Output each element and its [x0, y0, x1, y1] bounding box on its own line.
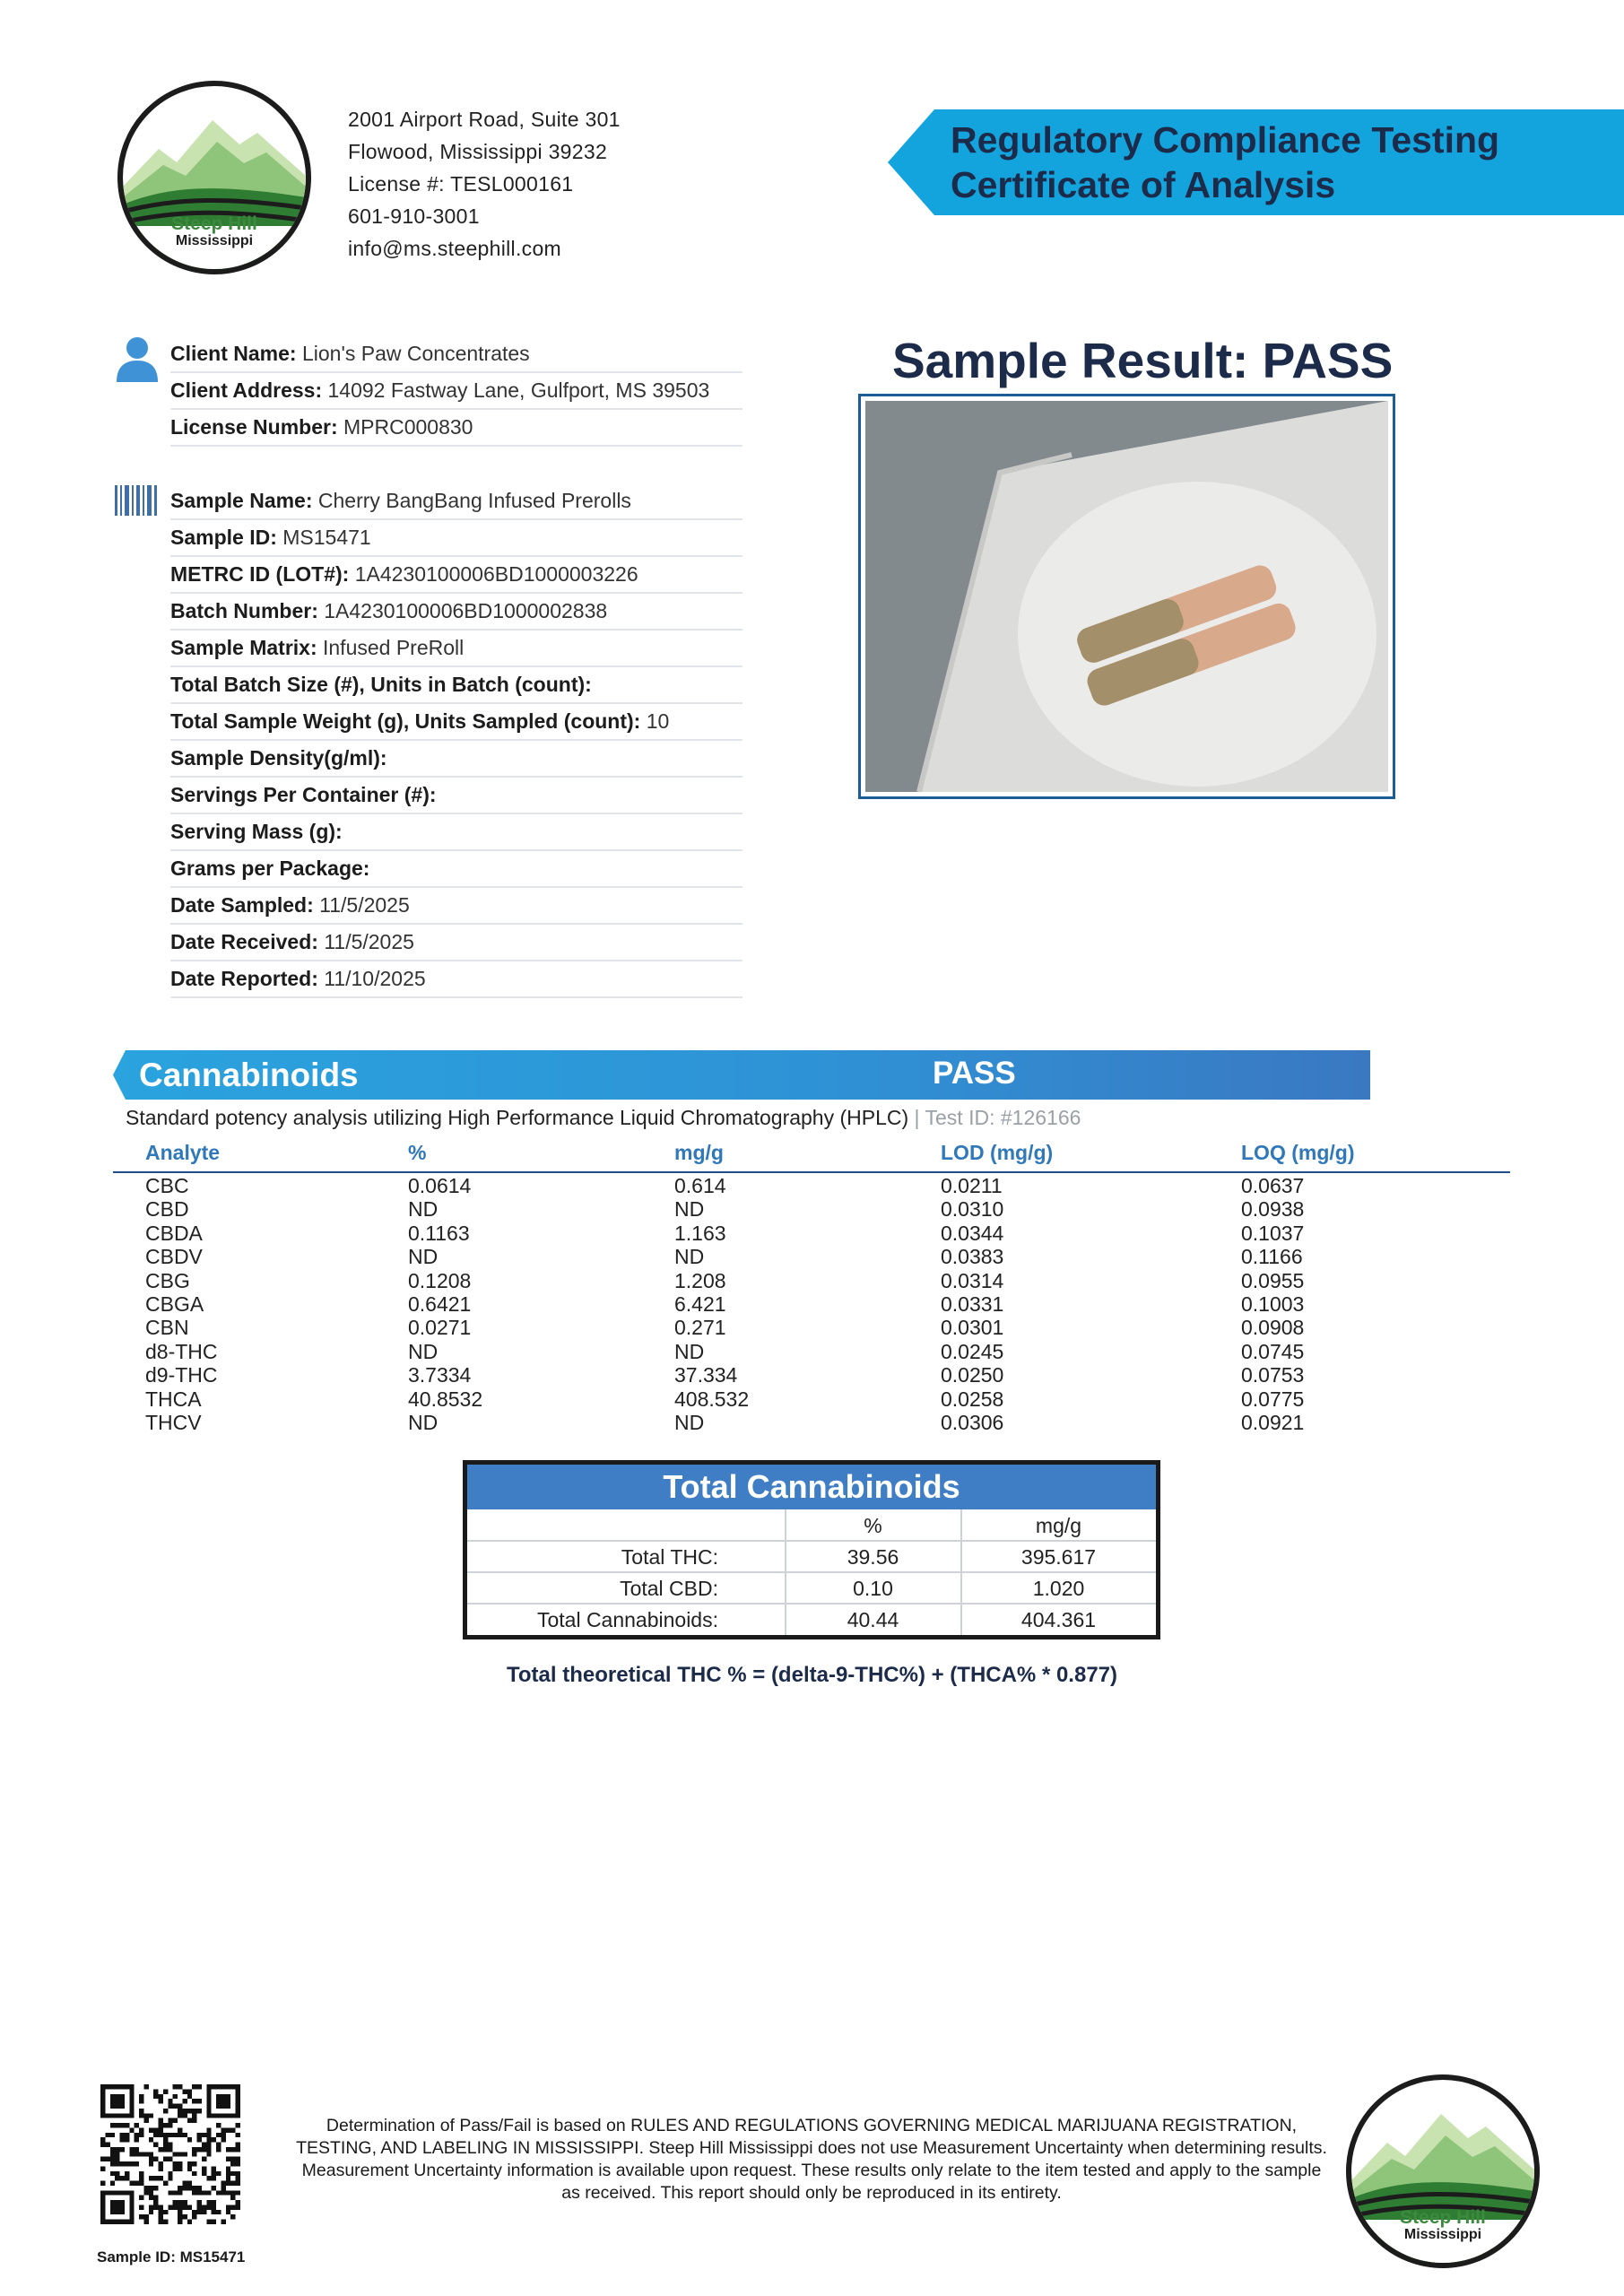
- cell-analyte: CBDA: [145, 1221, 203, 1245]
- cell-analyte: CBGA: [145, 1292, 204, 1316]
- info-row: [170, 556, 743, 594]
- barcode-icon: [115, 483, 158, 517]
- cell-lod: 0.0301: [941, 1316, 1004, 1340]
- totals-percent: 39.56: [847, 1545, 899, 1569]
- cell-mg-per-g: 0.271: [674, 1316, 726, 1340]
- test-id: | Test ID: #126166: [908, 1106, 1081, 1129]
- method-text: Standard potency analysis utilizing High Performance Liquid Chromatography (HPLC): [126, 1106, 909, 1129]
- column-header-loq: LOQ (mg/g): [1241, 1141, 1355, 1164]
- cell-loq: 0.1166: [1241, 1245, 1303, 1269]
- sample-result: Sample Result: PASS: [892, 333, 1394, 388]
- cell-mg-per-g: 6.421: [674, 1292, 726, 1316]
- cell-lod: 0.0331: [941, 1292, 1004, 1316]
- cell-loq: 0.0955: [1241, 1268, 1305, 1292]
- column-header-mg: mg/g: [674, 1141, 724, 1164]
- info-row: [170, 813, 743, 851]
- info-row: [170, 703, 743, 741]
- cell-percent: ND: [408, 1197, 439, 1222]
- totals-header-mg: mg/g: [1035, 1514, 1082, 1537]
- totals-label: Total THC:: [621, 1545, 718, 1569]
- cell-mg-per-g: 1.208: [674, 1268, 726, 1292]
- info-value: Cherry BangBang Infused Prerolls: [317, 489, 631, 512]
- document-title-line1: Regulatory Compliance Testing: [951, 119, 1500, 161]
- cell-loq: 0.0938: [1241, 1197, 1305, 1222]
- cell-analyte: CBN: [145, 1316, 189, 1340]
- address-line: info@ms.steephill.com: [348, 237, 562, 260]
- cell-loq: 0.1003: [1241, 1292, 1305, 1316]
- steep-hill-logo: [117, 81, 311, 274]
- cell-percent: 0.0614: [408, 1174, 472, 1197]
- document-title-line2: Certificate of Analysis: [951, 164, 1336, 205]
- cell-percent: 0.1163: [408, 1221, 470, 1245]
- info-label: Total Batch Size (#), Units in Batch (count):: [170, 673, 592, 696]
- cell-lod: 0.0306: [941, 1411, 1004, 1434]
- cannabinoids-status: PASS: [933, 1056, 1016, 1091]
- totals-label: Total Cannabinoids:: [536, 1608, 718, 1631]
- total-cannabinoids-table: [463, 1460, 1160, 1639]
- cell-mg-per-g: ND: [674, 1245, 705, 1269]
- table-row: [0, 1316, 1624, 1339]
- table-row: [0, 1197, 1624, 1221]
- cell-lod: 0.0258: [941, 1387, 1004, 1411]
- info-row: [170, 924, 743, 961]
- logo-subtitle: Mississippi: [175, 233, 254, 248]
- logo-title: Steep Hill: [171, 213, 257, 234]
- info-label: License Number:: [170, 415, 338, 439]
- cell-loq: 0.0775: [1241, 1387, 1305, 1411]
- info-value: Infused PreRoll: [323, 636, 465, 659]
- cell-mg-per-g: ND: [674, 1411, 705, 1434]
- cell-lod: 0.0245: [941, 1339, 1004, 1363]
- info-value: 11/10/2025: [324, 967, 426, 990]
- info-row: [170, 740, 743, 778]
- qr-code-icon: [100, 2084, 240, 2224]
- cannabinoids-description: [126, 1106, 1081, 1130]
- cell-mg-per-g: 37.334: [674, 1363, 738, 1387]
- info-label: Client Name:: [170, 342, 297, 365]
- logo-subtitle: Mississippi: [1403, 2227, 1482, 2242]
- info-value: 14092 Fastway Lane, Gulfport, MS 39503: [327, 378, 710, 402]
- info-row: [170, 887, 743, 925]
- table-header-divider: [113, 1171, 1510, 1173]
- totals-title: Total Cannabinoids: [467, 1465, 1156, 1509]
- sample-photo: [858, 394, 1395, 799]
- cell-lod: 0.0310: [941, 1197, 1004, 1222]
- cell-percent: ND: [408, 1245, 439, 1269]
- info-value: Lion's Paw Concentrates: [301, 342, 530, 365]
- info-label: Sample Matrix:: [170, 636, 317, 659]
- cannabinoids-title: Cannabinoids: [139, 1057, 359, 1093]
- info-label: Total Sample Weight (g), Units Sampled (count):: [170, 709, 641, 733]
- info-row: [170, 593, 743, 631]
- cell-mg-per-g: ND: [674, 1339, 705, 1363]
- cell-lod: 0.0211: [941, 1174, 1003, 1197]
- cell-loq: 0.0745: [1241, 1339, 1305, 1363]
- cell-percent: 0.1208: [408, 1268, 472, 1292]
- address-line: License #: TESL000161: [348, 172, 574, 196]
- totals-mg: 404.361: [1020, 1608, 1097, 1631]
- cell-analyte: THCV: [145, 1411, 202, 1434]
- totals-percent: 40.44: [847, 1608, 899, 1631]
- thc-formula: Total theoretical THC % = (delta-9-THC%) + (THCA% * 0.877): [507, 1663, 1117, 1687]
- info-label: Date Received:: [170, 930, 318, 953]
- sample-image: [865, 401, 1388, 792]
- totals-mg: 1.020: [1032, 1577, 1085, 1600]
- table-row: [0, 1340, 1624, 1363]
- info-value: MS15471: [282, 526, 371, 549]
- cell-analyte: CBG: [145, 1268, 190, 1292]
- cell-mg-per-g: 408.532: [674, 1387, 750, 1411]
- info-value: 11/5/2025: [319, 893, 410, 917]
- table-row: [0, 1269, 1624, 1292]
- info-label: Date Sampled:: [170, 893, 314, 917]
- cell-percent: 0.0271: [408, 1316, 472, 1340]
- address-line: 2001 Airport Road, Suite 301: [348, 108, 621, 131]
- info-label: Sample Density(g/ml):: [170, 746, 387, 770]
- table-row: [0, 1292, 1624, 1316]
- info-label: Batch Number:: [170, 599, 318, 622]
- info-row: [170, 483, 743, 520]
- totals-mg: 395.617: [1020, 1545, 1097, 1569]
- cell-loq: 0.1037: [1241, 1221, 1305, 1245]
- cell-percent: 40.8532: [408, 1387, 483, 1411]
- cell-percent: ND: [408, 1339, 439, 1363]
- cell-mg-per-g: 0.614: [674, 1174, 726, 1197]
- info-row: [170, 666, 743, 704]
- totals-header-percent: %: [864, 1514, 882, 1537]
- cell-percent: ND: [408, 1411, 439, 1434]
- document-title: [951, 117, 1499, 207]
- info-row: [170, 409, 743, 447]
- cell-loq: 0.0637: [1241, 1174, 1305, 1197]
- info-label: Sample Name:: [170, 489, 313, 512]
- info-row: [170, 519, 743, 557]
- info-row: [170, 961, 743, 998]
- cell-analyte: CBDV: [145, 1245, 203, 1269]
- address-line: 601-910-3001: [348, 204, 480, 228]
- table-row: [0, 1387, 1624, 1411]
- cell-loq: 0.0921: [1241, 1411, 1305, 1434]
- info-row: [170, 335, 743, 373]
- info-row: [170, 850, 743, 888]
- totals-label: Total CBD:: [620, 1577, 718, 1600]
- info-row: [170, 630, 743, 667]
- cell-analyte: CBC: [145, 1174, 189, 1197]
- footer-sample-id: Sample ID: MS15471: [97, 2248, 246, 2266]
- cell-lod: 0.0314: [941, 1268, 1004, 1292]
- table-row: [0, 1222, 1624, 1245]
- info-label: Date Reported:: [170, 967, 318, 990]
- column-header-analyte: Analyte: [145, 1141, 221, 1164]
- cell-percent: 3.7334: [408, 1363, 472, 1387]
- info-row: [170, 372, 743, 410]
- info-label: Client Address:: [170, 378, 323, 402]
- info-row: [170, 777, 743, 814]
- info-label: Sample ID:: [170, 526, 277, 549]
- info-value: 10: [646, 709, 670, 733]
- cell-mg-per-g: ND: [674, 1197, 705, 1222]
- cell-lod: 0.0344: [941, 1221, 1004, 1245]
- cell-analyte: d9-THC: [145, 1363, 218, 1387]
- info-label: Serving Mass (g):: [170, 820, 343, 843]
- info-label: Servings Per Container (#):: [170, 783, 437, 806]
- info-label: METRC ID (LOT#):: [170, 562, 350, 586]
- address-line: Flowood, Mississippi 39232: [348, 140, 608, 163]
- cell-percent: 0.6421: [408, 1292, 472, 1316]
- cell-lod: 0.0250: [941, 1363, 1004, 1387]
- cell-lod: 0.0383: [941, 1245, 1004, 1269]
- cell-analyte: THCA: [145, 1387, 202, 1411]
- table-row: [0, 1174, 1624, 1197]
- logo-title: Steep Hill: [1400, 2207, 1486, 2228]
- info-value: 1A4230100006BD1000003226: [354, 562, 638, 586]
- person-icon: [115, 335, 160, 382]
- cell-mg-per-g: 1.163: [674, 1221, 726, 1245]
- column-header-lod: LOD (mg/g): [941, 1141, 1054, 1164]
- info-value: 1A4230100006BD1000002838: [324, 599, 608, 622]
- cell-loq: 0.0753: [1241, 1363, 1305, 1387]
- cell-analyte: d8-THC: [145, 1339, 218, 1363]
- disclaimer-text: Determination of Pass/Fail is based on RULES AND REGULATIONS GOVERNING MEDICAL MARIJUANA REGISTRATION, TESTING, AND LABELING IN MISSISSIPPI. Steep Hill Mississippi does not use Measurement Uncertainty when determining results. Measurement Uncertainty information is available upon request. These results only relate to the item tested and apply to the sample as received. This report should only be reproduced in its entirety.: [296, 2116, 1327, 2203]
- cell-loq: 0.0908: [1241, 1316, 1305, 1340]
- table-row: [0, 1363, 1624, 1387]
- info-label: Grams per Package:: [170, 857, 370, 880]
- steep-hill-logo-footer: [1346, 2074, 1540, 2268]
- table-row: [0, 1245, 1624, 1268]
- column-header-percent: %: [408, 1141, 427, 1164]
- totals-percent: 0.10: [853, 1577, 893, 1600]
- table-row: [0, 1411, 1624, 1434]
- info-value: MPRC000830: [343, 415, 473, 439]
- cell-analyte: CBD: [145, 1197, 189, 1222]
- lab-address: [348, 103, 621, 265]
- info-value: 11/5/2025: [324, 930, 414, 953]
